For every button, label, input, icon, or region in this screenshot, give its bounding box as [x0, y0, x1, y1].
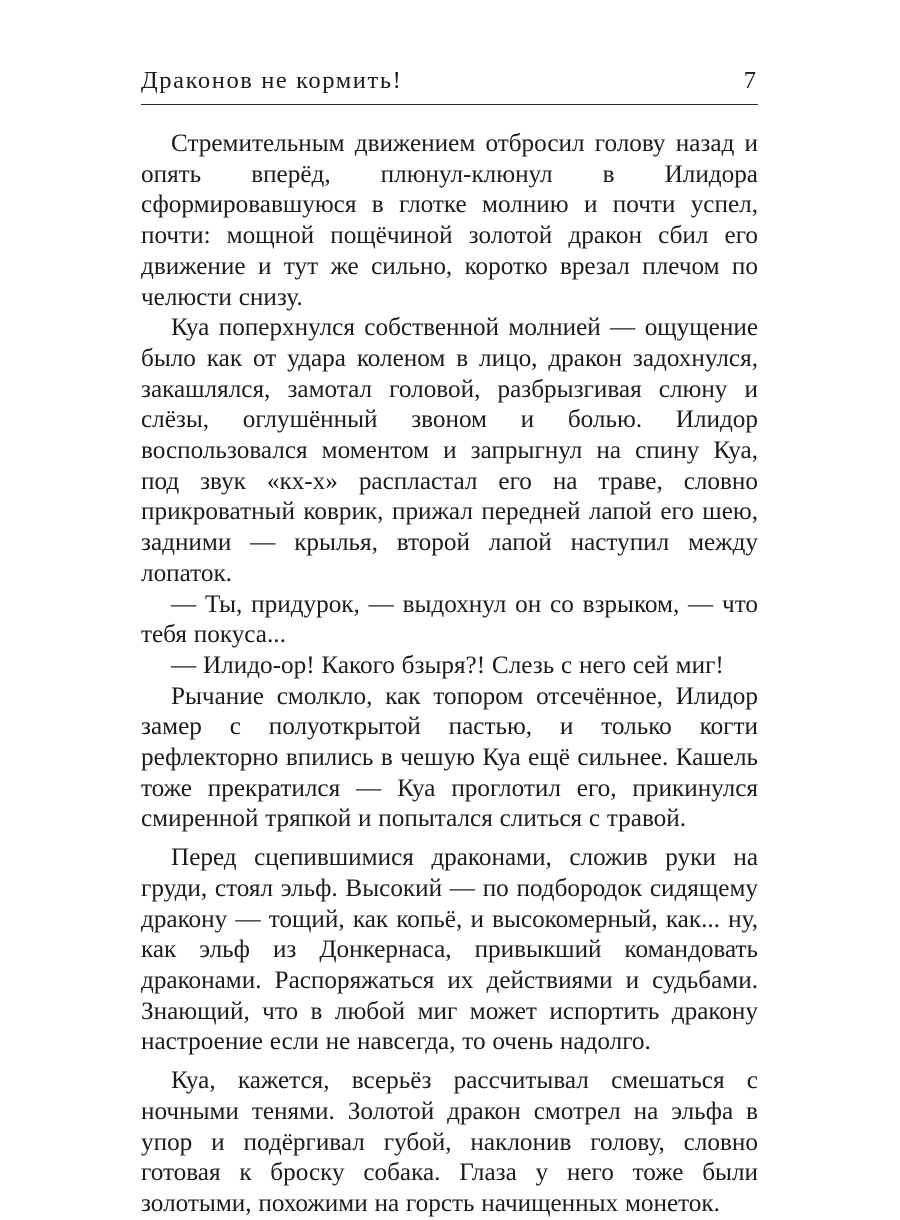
paragraph: Перед сцепившимися драконами, сложив руки на груди, стоял эльф. Высокий — по подбородок сидящему дракону — тощий, как копьё, и высокомерный, как... ну, как эльф из Донкернаса, привыкший командовать драконами. Распоряжаться их действиями и судьбами. Знающий, что в любой миг может испортить дракону настроение если не навсегда, то очень надолго.: [141, 844, 758, 1056]
page-number: 7: [743, 67, 756, 94]
dialogue-line: — Илидо-ор! Какого бзыря?! Слезь с него сей миг!: [171, 651, 724, 679]
paragraph: Куа, кажется, всерьёз рассчитывал смешаться с ночными тенями. Золотой дракон смотрел на эльфа в упор и подёргивал губой, наклонив голову, словно готовая к броску собака. Глаза у него тоже были золотыми, похожими на горсть начищенных монеток.: [141, 1067, 758, 1217]
body-text: [141, 129, 758, 1220]
running-title: Драконов не кормить!: [141, 67, 403, 94]
paragraph: Куа поперхнулся собственной молнией — ощущение было как от удара коленом в лицо, дракон задохнулся, закашлялся, замотал головой, разбрызгивая слюну и слёзы, оглушённый звоном и болью. Илидор воспользовался моментом и запрыгнул на спину Куа, под звук «кх-х» распластал его на траве, словно прикроватный коврик, прижал передней лапой его шею, задними — крылья, второй лапой наступил между лопаток.: [141, 314, 758, 587]
dialogue-line: — Ты, придурок, — выдохнул он со взрыком, — что тебя покуса...: [141, 590, 758, 649]
paragraph: Стремительным движением отбросил голову назад и опять вперёд, плюнул-клюнул в Илидора сформировавшуюся в глотке молнию и почти успел, почти: мощной пощёчиной золотой дракон сбил его движение и тут же сильно, коротко врезал плечом по челюсти снизу.: [141, 130, 758, 311]
running-header: [141, 64, 758, 105]
paragraph: Рычание смолкло, как топором отсечённое, Илидор замер с полуоткрытой пастью, и только когти рефлекторно впились в чешую Куа ещё сильнее. Кашель тоже прекратился — Куа проглотил его, прикинулся смиренной тряпкой и попытался слиться с травой.: [141, 682, 758, 833]
